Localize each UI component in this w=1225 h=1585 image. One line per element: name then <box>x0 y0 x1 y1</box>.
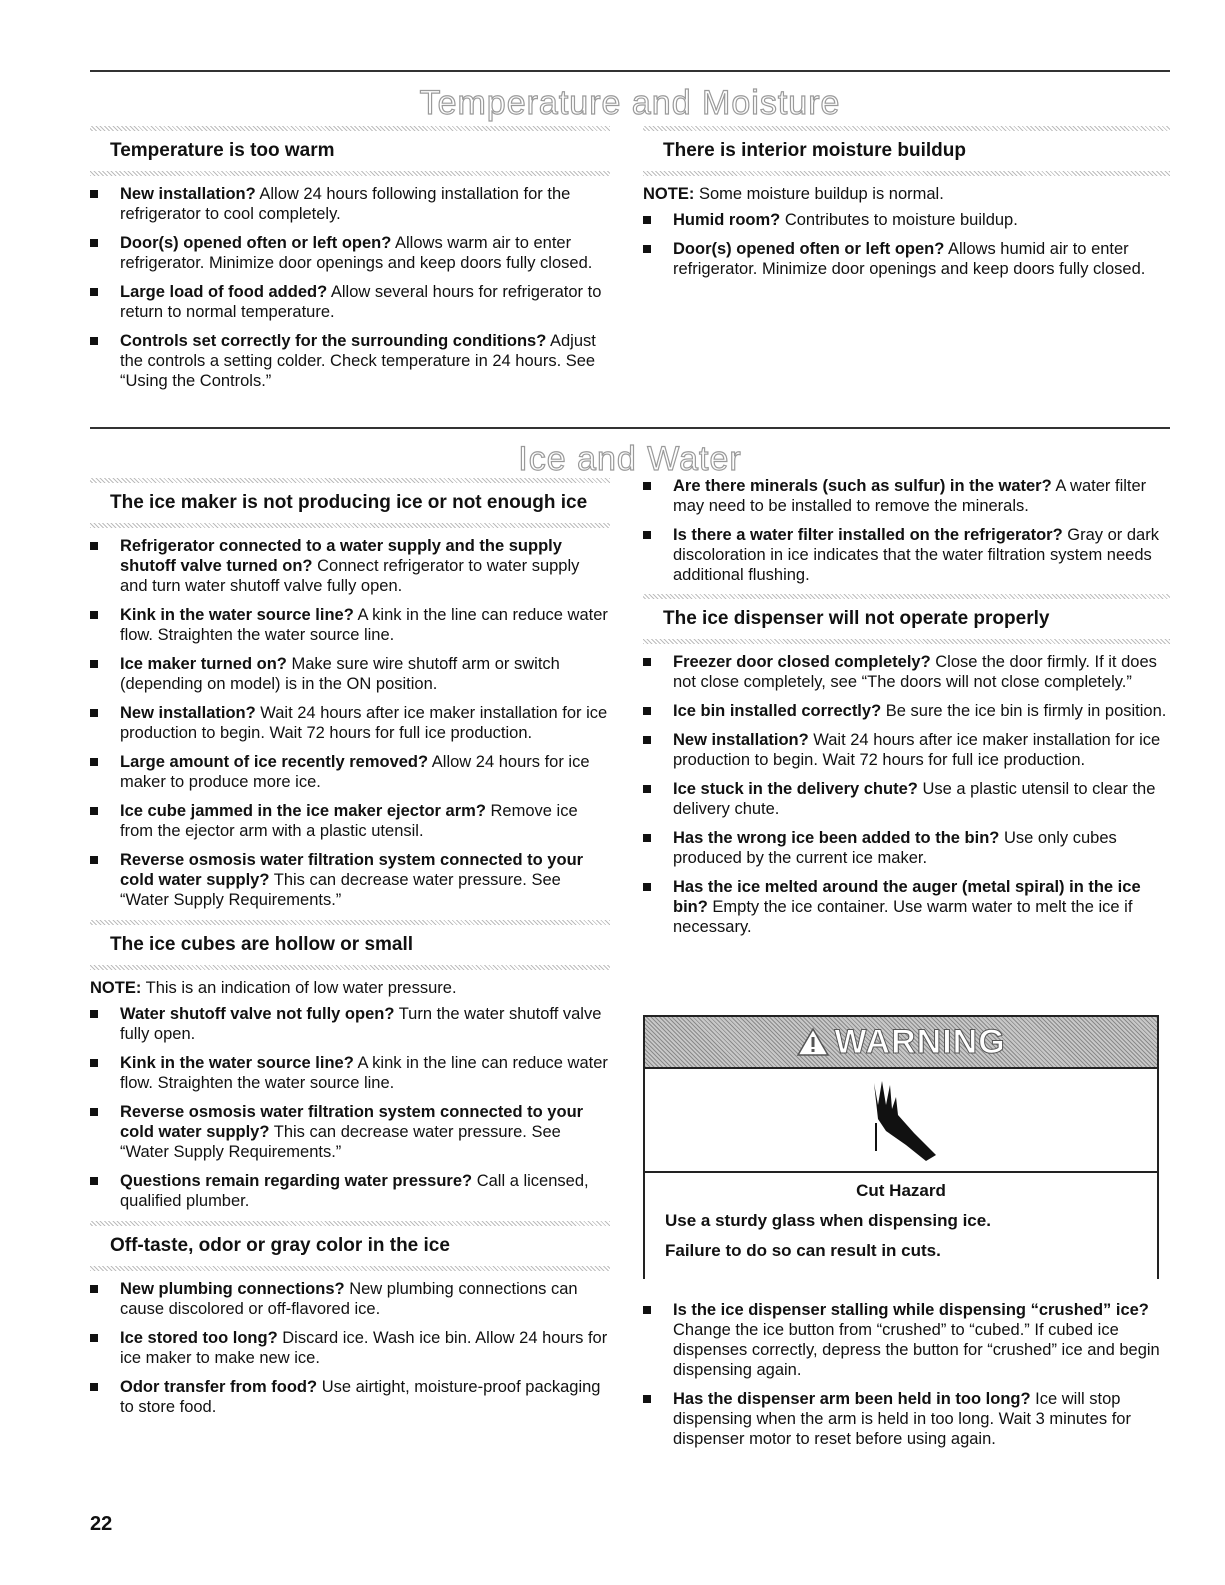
item-question: Door(s) opened often or left open? <box>120 234 392 252</box>
subhead-off-taste: Off-taste, odor or gray color in the ice <box>90 1221 610 1271</box>
list-item <box>90 801 610 841</box>
list-item <box>90 1004 610 1044</box>
item-answer: Turn the water shutoff valve fully open. <box>120 1005 602 1043</box>
item-answer: Discard ice. Wash ice bin. Allow 24 hours for ice maker to make new ice. <box>120 1329 608 1367</box>
item-question: Ice maker turned on? <box>120 655 287 673</box>
item-question: Reverse osmosis water filtration system connected to your cold water supply? <box>120 851 584 889</box>
item-question: Refrigerator connected to a water supply and the supply shutoff valve turned on? <box>120 537 562 575</box>
item-question: Are there minerals (such as sulfur) in the water? <box>673 477 1052 495</box>
item-answer: This can decrease water pressure. See “Water Supply Requirements.” <box>120 1123 561 1161</box>
item-question: Humid room? <box>673 211 781 229</box>
warning-triangle-icon <box>796 1027 830 1057</box>
temperature-too-warm-section <box>90 126 610 400</box>
item-answer: New plumbing connections can cause discolored or off-flavored ice. <box>120 1280 578 1318</box>
list-item <box>90 850 610 910</box>
item-answer: Make sure wire shutoff arm or switch (depending on model) is in the ON position. <box>120 655 560 693</box>
ice-right-column <box>643 476 1170 946</box>
warning-instruction: Use a sturdy glass when dispensing ice. <box>665 1211 991 1230</box>
note-hollow <box>90 978 610 998</box>
item-question: Door(s) opened often or left open? <box>673 240 945 258</box>
item-answer: A kink in the line can reduce water flow. Straighten the water source line. <box>120 1054 608 1092</box>
item-answer: Contributes to moisture buildup. <box>784 211 1018 229</box>
item-answer: Allows humid air to enter refrigerator. Minimize door openings and keep doors fully closed. <box>673 240 1146 278</box>
item-question: Controls set correctly for the surrounding conditions? <box>120 332 547 350</box>
list-item <box>643 210 1170 230</box>
item-answer: Wait 24 hours after ice maker installation for ice production to begin. Wait 72 hours for full ice production. <box>673 731 1161 769</box>
note-label: NOTE: <box>90 979 142 997</box>
hand-cut-icon <box>856 1075 946 1165</box>
cut-hazard-label: Cut Hazard <box>856 1181 946 1200</box>
item-answer: Allow 24 hours following installation for the refrigerator to cool completely. <box>120 185 571 223</box>
item-question: New installation? <box>673 731 809 749</box>
note-moisture <box>643 184 1170 204</box>
item-question: New plumbing connections? <box>120 1280 345 1298</box>
item-question: Is the ice dispenser stalling while dispensing “crushed” ice? <box>673 1301 1149 1319</box>
item-answer: Use only cubes produced by the current ice maker. <box>673 829 1117 867</box>
item-question: New installation? <box>120 704 256 722</box>
warning-icon-area <box>645 1069 1157 1173</box>
list-item <box>643 730 1170 770</box>
list-item <box>90 233 610 273</box>
list-item <box>90 1328 610 1368</box>
item-answer: Remove ice from the ejector arm with a plastic utensil. <box>120 802 578 840</box>
note-label: NOTE: <box>643 185 695 203</box>
warning-text-area <box>645 1173 1157 1279</box>
list-item <box>643 525 1170 585</box>
list-item <box>643 877 1170 937</box>
list-item <box>643 1300 1170 1380</box>
section-title-ice-water: Ice and Water <box>518 440 742 478</box>
list-item <box>90 1279 610 1319</box>
ice-left-column <box>90 478 610 1426</box>
item-answer: Close the door firmly. If it does not close completely, see “The doors will not close completely.” <box>673 653 1157 691</box>
list-item <box>90 331 610 391</box>
item-answer: A water filter may need to be installed to remove the minerals. <box>673 477 1147 515</box>
subhead-too-warm: Temperature is too warm <box>90 126 610 176</box>
item-answer: A kink in the line can reduce water flow. Straighten the water source line. <box>120 606 608 644</box>
list-item <box>90 1102 610 1162</box>
list-item <box>643 1389 1170 1449</box>
item-question: Ice stored too long? <box>120 1329 278 1347</box>
item-question: Reverse osmosis water filtration system connected to your cold water supply? <box>120 1103 584 1141</box>
section-title-temperature: Temperature and Moisture <box>419 84 841 122</box>
item-answer: This can decrease water pressure. See “Water Supply Requirements.” <box>120 871 561 909</box>
list-item <box>90 184 610 224</box>
item-answer: Wait 24 hours after ice maker installation for ice production to begin. Wait 72 hours for full ice production. <box>120 704 608 742</box>
item-question: Water shutoff valve not fully open? <box>120 1005 395 1023</box>
list-item <box>90 536 610 596</box>
item-question: Has the ice melted around the auger (metal spiral) in the ice bin? <box>673 878 1141 916</box>
page-number: 22 <box>90 1513 113 1535</box>
list-item <box>90 703 610 743</box>
item-question: Has the wrong ice been added to the bin? <box>673 829 1000 847</box>
subhead-not-producing: The ice maker is not producing ice or not enough ice <box>90 478 610 528</box>
list-item <box>643 476 1170 516</box>
item-answer: Use a plastic utensil to clear the delivery chute. <box>673 780 1156 818</box>
item-answer: Ice will stop dispensing when the arm is held in too long. Wait 3 minutes for dispenser motor to reset before using again. <box>673 1390 1131 1448</box>
warning-word: WARNING <box>834 1022 1006 1061</box>
item-answer: Use airtight, moisture-proof packaging to store food. <box>120 1378 601 1416</box>
item-question: Kink in the water source line? <box>120 1054 354 1072</box>
item-answer: Adjust the controls a setting colder. Check temperature in 24 hours. See “Using the Controls.” <box>120 332 596 390</box>
item-answer: Call a licensed, qualified plumber. <box>120 1172 589 1210</box>
item-question: Odor transfer from food? <box>120 1378 318 1396</box>
item-question: New installation? <box>120 185 256 203</box>
item-answer: Connect refrigerator to water supply and turn water shutoff valve fully open. <box>120 557 580 595</box>
list-dispenser <box>643 652 1170 937</box>
list-hollow <box>90 1004 610 1211</box>
list-too-warm <box>90 184 610 391</box>
note-text: Some moisture buildup is normal. <box>698 185 944 203</box>
item-answer: Gray or dark discoloration in ice indicates that the water filtration system needs additional flushing. <box>673 526 1159 584</box>
list-moisture <box>643 210 1170 279</box>
item-question: Large amount of ice recently removed? <box>120 753 429 771</box>
item-question: Questions remain regarding water pressure? <box>120 1172 473 1190</box>
note-text: This is an indication of low water pressure. <box>145 979 457 997</box>
item-question: Ice bin installed correctly? <box>673 702 882 720</box>
list-item <box>90 654 610 694</box>
warning-box <box>643 1015 1159 1279</box>
after-warning-section <box>643 1300 1170 1458</box>
item-answer: Be sure the ice bin is firmly in position. <box>885 702 1167 720</box>
top-rule <box>90 70 1170 72</box>
list-item <box>90 605 610 645</box>
item-answer: Empty the ice container. Use warm water to melt the ice if necessary. <box>673 898 1133 936</box>
list-item <box>643 701 1170 721</box>
list-item <box>90 282 610 322</box>
subhead-moisture: There is interior moisture buildup <box>643 126 1170 176</box>
item-question: Freezer door closed completely? <box>673 653 931 671</box>
item-question: Ice stuck in the delivery chute? <box>673 780 918 798</box>
list-item <box>643 239 1170 279</box>
list-item <box>643 828 1170 868</box>
subhead-dispenser: The ice dispenser will not operate properly <box>643 594 1170 644</box>
list-item <box>643 652 1170 692</box>
warning-title <box>796 1023 1005 1062</box>
list-item <box>643 779 1170 819</box>
item-answer: Allows warm air to enter refrigerator. Minimize door openings and keep doors fully closed. <box>120 234 593 272</box>
item-question: Has the dispenser arm been held in too long? <box>673 1390 1031 1408</box>
warning-header <box>645 1017 1157 1069</box>
list-water-minerals <box>643 476 1170 585</box>
warning-consequence: Failure to do so can result in cuts. <box>665 1241 941 1260</box>
item-answer: Change the ice button from “crushed” to “cubed.” If cubed ice dispenses correctly, depress the button for “crushed” ice and begin dispensing again. <box>673 1321 1160 1379</box>
item-question: Kink in the water source line? <box>120 606 354 624</box>
ice-rule <box>90 427 1170 429</box>
item-question: Is there a water filter installed on the refrigerator? <box>673 526 1063 544</box>
subhead-hollow: The ice cubes are hollow or small <box>90 920 610 970</box>
item-question: Ice cube jammed in the ice maker ejector arm? <box>120 802 486 820</box>
list-off-taste <box>90 1279 610 1417</box>
list-item <box>90 1171 610 1211</box>
list-item <box>90 1053 610 1093</box>
list-item <box>90 752 610 792</box>
list-not-producing <box>90 536 610 910</box>
list-item <box>90 1377 610 1417</box>
item-question: Large load of food added? <box>120 283 328 301</box>
moisture-buildup-section <box>643 126 1170 288</box>
list-after-warning <box>643 1300 1170 1449</box>
item-answer: Allow several hours for refrigerator to return to normal temperature. <box>120 283 602 321</box>
item-answer: Allow 24 hours for ice maker to produce more ice. <box>120 753 590 791</box>
